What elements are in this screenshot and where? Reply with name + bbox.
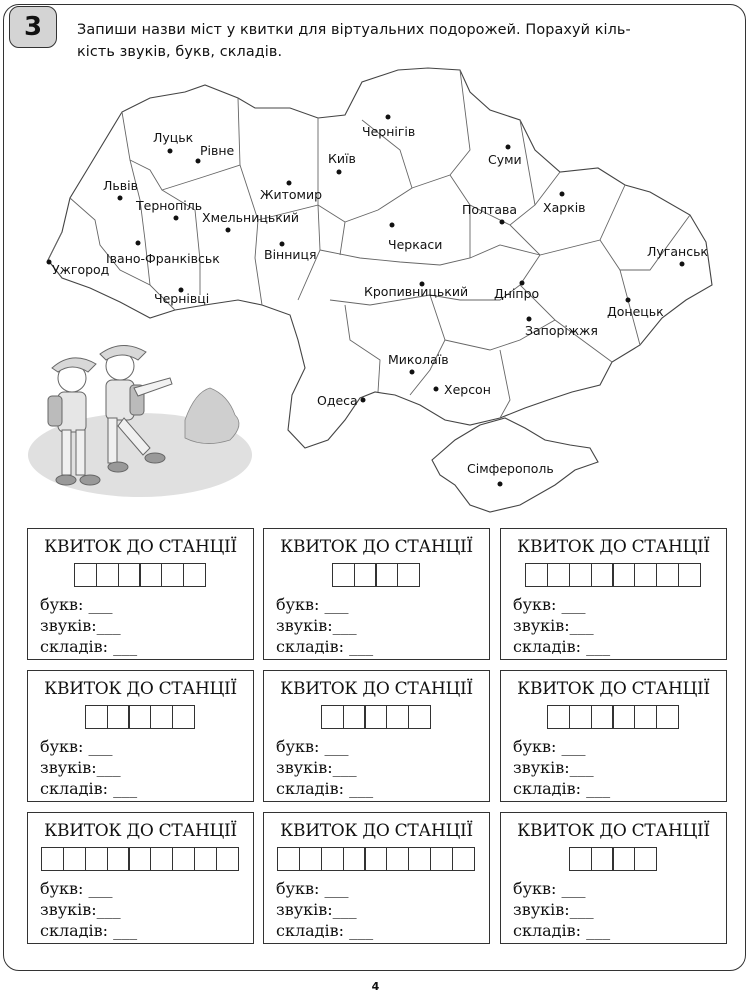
letter-cell[interactable] [408,847,431,871]
ticket-4 [27,670,254,802]
city-label-cherkasy: Черкаси [388,237,443,252]
task-line-2: кість звуків, букв, складів. [77,44,283,60]
ticket-syllables-line: складів: ___ [513,779,611,798]
city-label-kropyvnytskyi: Кропивницький [364,284,469,299]
ticket-letters-line: букв: ___ [40,737,113,756]
ticket-cells [264,705,489,729]
letter-cell[interactable] [139,563,162,587]
ticket-6 [500,670,727,802]
letter-cell[interactable] [525,563,548,587]
letter-cell[interactable] [569,847,592,871]
city-label-kharkiv: Харків [543,200,586,215]
letter-cell[interactable] [569,563,592,587]
ticket-cells [28,563,253,587]
letter-cell[interactable] [85,847,108,871]
page-number: 4 [371,980,380,993]
ticket-sounds-line: звуків:___ [513,616,594,635]
ticket-title: КВИТОК ДО СТАНЦІЇ [280,821,473,841]
letter-cell[interactable] [74,563,97,587]
letter-cell[interactable] [107,705,130,729]
ticket-9 [500,812,727,944]
city-label-kyiv: Київ [328,151,356,166]
ticket-title: КВИТОК ДО СТАНЦІЇ [44,537,237,557]
ticket-title: КВИТОК ДО СТАНЦІЇ [280,537,473,557]
ticket-letters-line: букв: ___ [40,595,113,614]
ticket-title: КВИТОК ДО СТАНЦІЇ [517,821,710,841]
ticket-letters-line: букв: ___ [276,595,349,614]
letter-cell[interactable] [634,705,657,729]
ticket-7 [27,812,254,944]
city-label-odesa: Одеса [317,393,358,408]
letter-cell[interactable] [343,847,366,871]
ticket-title: КВИТОК ДО СТАНЦІЇ [517,537,710,557]
letter-cell[interactable] [150,705,173,729]
task-line-1: Запиши назви міст у квитки для віртуальних подорожей. Порахуй кіль- [77,22,631,38]
letter-cell[interactable] [386,847,409,871]
city-label-zaporizhzhia: Запоріжжя [525,323,598,338]
letter-cell[interactable] [118,563,141,587]
letter-cell[interactable] [656,563,679,587]
city-label-zhytomyr: Житомир [260,187,323,202]
letter-cell[interactable] [277,847,300,871]
letter-cell[interactable] [183,563,206,587]
city-label-rivne: Рівне [200,143,235,158]
city-label-chernivtsi: Чернівці [154,291,210,306]
city-label-lutsk: Луцьк [153,130,194,145]
city-label-khmelnytskyi: Хмельницький [202,210,300,225]
letter-cell[interactable] [172,705,195,729]
letter-cell[interactable] [386,705,409,729]
city-label-kherson: Херсон [444,382,491,397]
letter-cell[interactable] [569,705,592,729]
letter-cell[interactable] [364,705,387,729]
letter-cell[interactable] [321,705,344,729]
ticket-sounds-line: звуків:___ [513,900,594,919]
ticket-syllables-line: складів: ___ [513,637,611,656]
city-label-dnipro: Дніпро [494,286,540,301]
ticket-syllables-line: складів: ___ [513,921,611,940]
ticket-letters-line: букв: ___ [513,879,586,898]
letter-cell[interactable] [656,705,679,729]
ticket-cells [501,705,726,729]
letter-cell[interactable] [96,563,119,587]
letter-cell[interactable] [591,847,614,871]
ticket-letters-line: букв: ___ [513,737,586,756]
letter-cell[interactable] [547,705,570,729]
city-label-mykolaiv: Миколаїв [388,352,449,367]
letter-cell[interactable] [375,563,398,587]
letter-cell[interactable] [128,847,151,871]
ticket-syllables-line: складів: ___ [276,921,374,940]
city-label-lviv: Львів [103,178,138,193]
ticket-letters-line: букв: ___ [513,595,586,614]
ticket-letters-line: букв: ___ [40,879,113,898]
ticket-cells [264,847,489,871]
city-label-vinnytsia: Вінниця [264,247,317,262]
ticket-cells [501,563,726,587]
ticket-title: КВИТОК ДО СТАНЦІЇ [44,679,237,699]
letter-cell[interactable] [299,847,322,871]
ticket-sounds-line: звуків:___ [40,758,121,777]
city-label-sumy: Суми [488,152,522,167]
letter-cell[interactable] [128,705,151,729]
letter-cell[interactable] [63,847,86,871]
letter-cell[interactable] [452,847,475,871]
letter-cell[interactable] [612,563,635,587]
ticket-syllables-line: складів: ___ [276,779,374,798]
ticket-letters-line: букв: ___ [276,879,349,898]
letter-cell[interactable] [343,705,366,729]
ticket-3 [500,528,727,660]
ticket-syllables-line: складів: ___ [276,637,374,656]
ticket-cells [501,847,726,871]
letter-cell[interactable] [85,705,108,729]
letter-cell[interactable] [430,847,453,871]
ticket-title: КВИТОК ДО СТАНЦІЇ [280,679,473,699]
ticket-letters-line: букв: ___ [276,737,349,756]
letter-cell[interactable] [172,847,195,871]
letter-cell[interactable] [678,563,701,587]
ticket-sounds-line: звуків:___ [513,758,594,777]
ticket-cells [28,847,253,871]
ticket-title: КВИТОК ДО СТАНЦІЇ [517,679,710,699]
ticket-cells [264,563,489,587]
ticket-sounds-line: звуків:___ [276,616,357,635]
ticket-title: КВИТОК ДО СТАНЦІЇ [44,821,237,841]
letter-cell[interactable] [612,705,635,729]
city-label-chernihiv: Чернігів [362,124,416,139]
city-label-ternopil: Тернопіль [136,198,203,213]
letter-cell[interactable] [150,847,173,871]
letter-cell[interactable] [591,705,614,729]
letter-cell[interactable] [216,847,239,871]
ticket-cells [28,705,253,729]
letter-cell[interactable] [194,847,217,871]
ticket-syllables-line: складів: ___ [40,921,138,940]
ticket-sounds-line: звуків:___ [40,616,121,635]
ticket-1 [27,528,254,660]
city-label-donetsk: Донецьк [607,304,664,319]
ticket-8 [263,812,490,944]
city-label-uzhhorod: Ужгород [52,262,110,277]
letter-cell[interactable] [547,563,570,587]
letter-cell[interactable] [612,847,635,871]
letter-cell[interactable] [634,847,657,871]
letter-cell[interactable] [321,847,344,871]
letter-cell[interactable] [397,563,420,587]
letter-cell[interactable] [354,563,377,587]
task-number: 3 [23,12,43,42]
letter-cell[interactable] [634,563,657,587]
city-label-simferopol: Сімферополь [467,461,554,476]
letter-cell[interactable] [364,847,387,871]
letter-cell[interactable] [41,847,64,871]
letter-cell[interactable] [591,563,614,587]
ticket-sounds-line: звуків:___ [40,900,121,919]
letter-cell[interactable] [408,705,431,729]
city-label-poltava: Полтава [462,202,518,217]
ticket-5 [263,670,490,802]
children-illustration [28,345,252,497]
ticket-syllables-line: складів: ___ [40,637,138,656]
ticket-sounds-line: звуків:___ [276,900,357,919]
letter-cell[interactable] [161,563,184,587]
ticket-sounds-line: звуків:___ [276,758,357,777]
letter-cell[interactable] [107,847,130,871]
ticket-syllables-line: складів: ___ [40,779,138,798]
city-label-ivano-frankivsk: Івано-Франківськ [106,251,220,266]
letter-cell[interactable] [332,563,355,587]
city-label-luhansk: Луганськ [647,244,708,259]
ticket-2 [263,528,490,660]
